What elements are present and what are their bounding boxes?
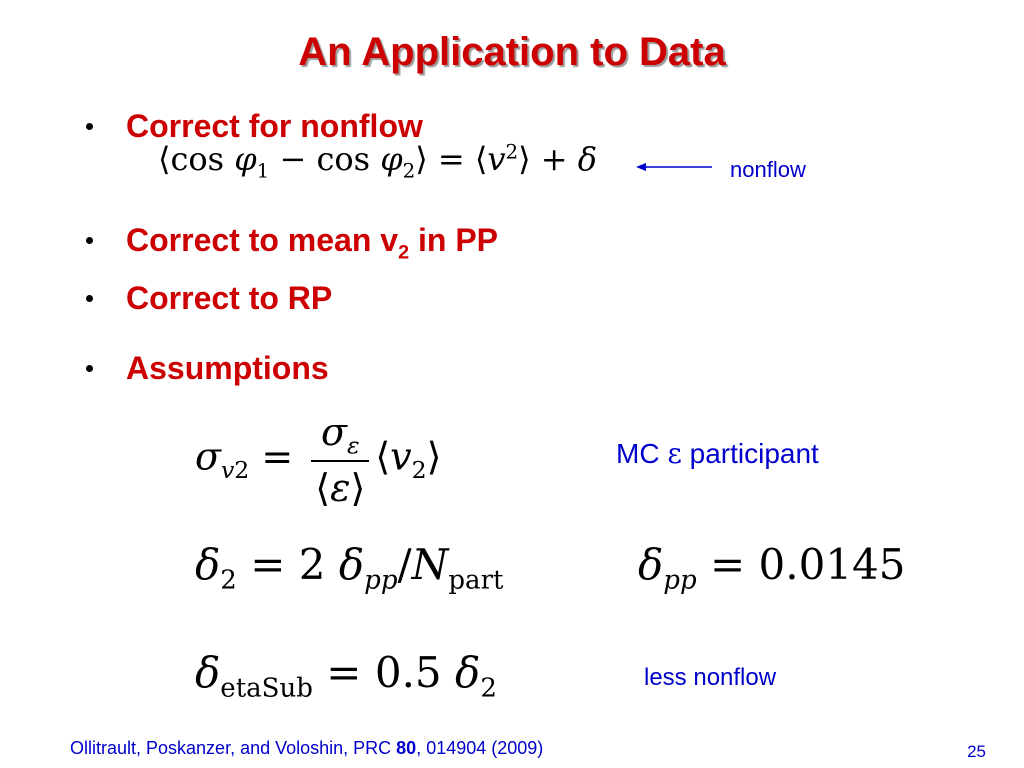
annotation-mc-prefix: MC bbox=[616, 438, 668, 469]
delta-pp-value: 0.0145 bbox=[758, 540, 906, 589]
reference-authors: Ollitrault, Poskanzer, and Voloshin, PRC bbox=[70, 738, 397, 758]
annotation-epsilon: ε bbox=[667, 437, 682, 470]
delta2-factor: 2 bbox=[298, 540, 326, 589]
annotation-mc-suffix: participant bbox=[681, 438, 819, 469]
reference-volume: 80 bbox=[396, 738, 417, 758]
bullet-dot-icon bbox=[86, 123, 93, 130]
annotation-nonflow: nonflow bbox=[730, 157, 806, 182]
bullet-text: Correct to mean v bbox=[126, 222, 399, 258]
bullet-text: Correct to RP bbox=[126, 280, 333, 316]
fraction: $\frac{\sigma_\varepsilon}{⟨\varepsilon⟩}$ bbox=[311, 410, 369, 510]
equation-sigma-v2: $\sigma_{v2}$ = $\frac{\sigma_\varepsilon}{⟨\varepsilon⟩}$ $⟨v_2⟩$ bbox=[195, 410, 442, 510]
arrow-left-icon bbox=[636, 160, 716, 174]
bullet-text: Correct for nonflow bbox=[126, 108, 423, 144]
equation-delta2: $\delta_2 = 2$ $\delta_{pp}/N_{part}$ bbox=[195, 540, 504, 596]
bullet-text: Assumptions bbox=[126, 350, 329, 386]
bullet-dot-icon bbox=[86, 237, 93, 244]
page-number: 25 bbox=[967, 742, 986, 761]
bullet-subscript: 2 bbox=[398, 241, 410, 264]
annotation-less-nonflow: less nonflow bbox=[644, 664, 777, 691]
equation-cos-correlation: ⟨cos $\varphi_1 - \cos$ $\varphi_2⟩$ = $⟨v^2⟩ + \delta$ bbox=[158, 140, 597, 183]
equation-delta-etasub: $\delta_{etaSub} = 0.5$ $\delta_2$ bbox=[195, 648, 497, 704]
annotation-mc-participant bbox=[616, 437, 819, 470]
bullet-dot-icon bbox=[86, 365, 93, 372]
bullet-dot-icon bbox=[86, 295, 93, 302]
etasub-factor: 0.5 bbox=[374, 648, 442, 697]
reference-citation bbox=[70, 738, 543, 759]
slide-title: An Application to Data bbox=[298, 30, 726, 74]
bullet-text-tail: in PP bbox=[409, 222, 499, 258]
equation-delta-pp: $\delta_{pp} = 0.0145$ bbox=[638, 540, 906, 596]
reference-rest: , 014904 (2009) bbox=[416, 738, 544, 758]
